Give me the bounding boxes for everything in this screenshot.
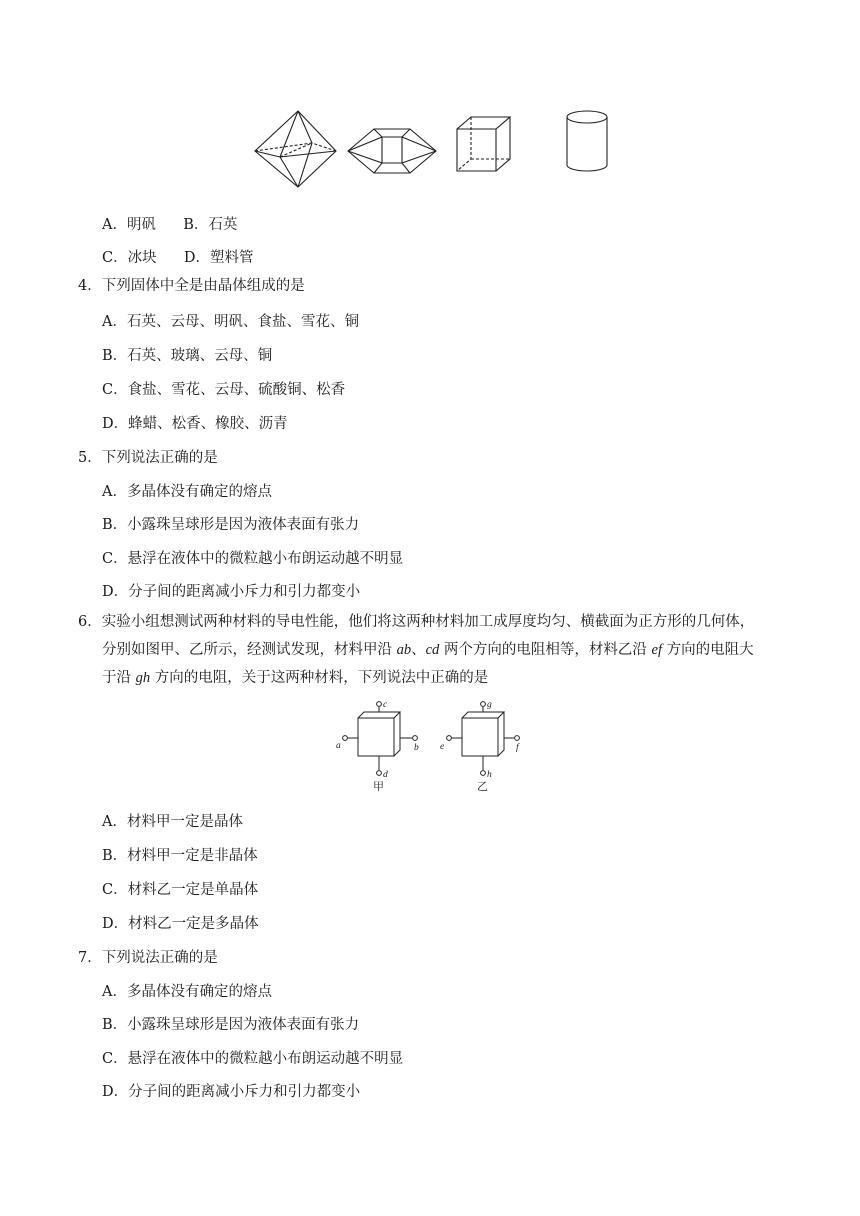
caption-jia: 甲	[373, 780, 384, 793]
label-g: g	[487, 700, 492, 710]
option-letter: D．	[102, 916, 129, 932]
question-6-stem-line-3	[102, 668, 488, 688]
solids-figure	[250, 105, 620, 190]
option-letter: C．	[102, 882, 128, 898]
option-text: 明矾	[126, 217, 156, 233]
question-5-option-c	[102, 549, 403, 569]
question-text: 于沿	[102, 670, 136, 686]
option-letter: B．	[102, 517, 128, 533]
option-text: 材料乙一定是多晶体	[128, 916, 259, 932]
variable-cd: cd	[425, 642, 440, 658]
question-text: 方向的电阻大	[661, 642, 754, 658]
question-number: 5．	[78, 450, 102, 466]
label-c: c	[383, 700, 388, 710]
option-text: 石英、云母、明矾、食盐、雪花、铜	[126, 314, 359, 330]
option-text: 蜂蜡、松香、橡胶、沥青	[128, 416, 288, 432]
option-letter: D．	[102, 584, 129, 600]
question-4-option-c	[102, 380, 345, 400]
option-letter: A．	[102, 217, 127, 233]
option-text: 悬浮在液体中的微粒越小布朗运动越不明显	[127, 551, 404, 567]
option-text: 石英、玻璃、云母、铜	[127, 348, 273, 364]
question-number: 7．	[78, 950, 102, 966]
option-text: 塑料管	[209, 250, 254, 266]
option-letter: D．	[102, 416, 129, 432]
option-text: 石英	[208, 217, 238, 233]
question-4-option-a	[102, 312, 359, 332]
label-a: a	[336, 741, 341, 751]
option-letter: A．	[102, 814, 127, 830]
option-text: 材料甲一定是晶体	[126, 814, 243, 830]
cylinder-shape	[567, 111, 607, 171]
option-text: 多晶体没有确定的熔点	[126, 484, 272, 500]
option-letter: D．	[183, 250, 210, 266]
label-b: b	[414, 743, 419, 753]
option-letter: B．	[102, 848, 128, 864]
hexagonal-crystal-shape	[348, 129, 436, 173]
material-yi-block	[447, 702, 520, 776]
option-letter: C．	[102, 382, 128, 398]
option-text: 分子间的距离减小斥力和引力都变小	[128, 1084, 361, 1100]
option-text: 材料乙一定是单晶体	[127, 882, 259, 898]
material-jia-block	[343, 702, 418, 776]
question-6-option-b	[102, 846, 258, 866]
question-4-stem	[78, 276, 305, 296]
variable-ef: ef	[651, 642, 662, 658]
option-text: 悬浮在液体中的微粒越小布朗运动越不明显	[127, 1051, 404, 1067]
variable-ab: ab	[396, 642, 412, 658]
question-5-stem	[78, 448, 218, 468]
question-text: 方向的电阻，关于这两种材料，下列说法中正确的是	[150, 670, 489, 686]
question-5-option-d	[102, 582, 360, 602]
question-6-option-c	[102, 880, 258, 900]
question-number: 4．	[78, 278, 102, 294]
option-letter: C．	[102, 250, 128, 266]
question-text: 下列说法正确的是	[101, 950, 218, 966]
option-letter: B．	[102, 1017, 128, 1033]
question-5-option-b	[102, 515, 359, 535]
option-letter: C．	[102, 551, 128, 567]
question-7-option-d	[102, 1082, 360, 1102]
question-6-stem-line-2	[102, 640, 754, 660]
option-text: 小露珠呈球形是因为液体表面有张力	[127, 1017, 360, 1033]
question-text: 实验小组想测试两种材料的导电性能，他们将这两种材料加工成厚度均匀、横截面为正方形的几何体，	[101, 614, 755, 630]
question-7-option-c	[102, 1049, 403, 1069]
option-text: 食盐、雪花、云母、硫酸铜、松香	[127, 382, 346, 398]
question-6-stem-line-1	[78, 612, 754, 632]
option-letter: C．	[102, 1051, 128, 1067]
question-7-option-a	[102, 982, 272, 1002]
option-letter: A．	[102, 984, 127, 1000]
label-d: d	[383, 770, 388, 780]
cube-shape	[457, 117, 510, 171]
octahedron-shape	[255, 111, 336, 187]
question-7-option-b	[102, 1015, 359, 1035]
question-6-option-d	[102, 914, 259, 934]
option-letter: B．	[102, 348, 128, 364]
material-figure	[334, 698, 528, 794]
option-text: 多晶体没有确定的熔点	[126, 984, 272, 1000]
option-letter: A．	[102, 484, 127, 500]
label-f: f	[516, 743, 519, 753]
question-4-option-b	[102, 346, 272, 366]
question-text: 下列说法正确的是	[101, 450, 218, 466]
question-text: 分别如图甲、乙所示，经测试发现，材料甲沿	[102, 642, 397, 658]
top-option-row-1	[102, 215, 237, 235]
question-text: 下列固体中全是由晶体组成的是	[101, 278, 305, 294]
question-6-option-a	[102, 812, 243, 832]
question-4-option-d	[102, 414, 288, 434]
variable-gh: gh	[135, 670, 151, 686]
label-h: h	[487, 770, 492, 780]
question-number: 6．	[78, 614, 102, 630]
option-text: 材料甲一定是非晶体	[127, 848, 258, 864]
option-text: 分子间的距离减小斥力和引力都变小	[128, 584, 361, 600]
option-text: 冰块	[127, 250, 157, 266]
question-text: 、	[411, 642, 426, 658]
label-e: e	[440, 742, 445, 752]
option-letter: D．	[102, 1084, 129, 1100]
top-option-row-2	[102, 248, 253, 268]
option-letter: B．	[183, 217, 209, 233]
caption-yi: 乙	[477, 780, 488, 793]
option-text: 小露珠呈球形是因为液体表面有张力	[127, 517, 360, 533]
question-5-option-a	[102, 482, 272, 502]
option-letter: A．	[102, 314, 127, 330]
question-text: 两个方向的电阻相等，材料乙沿	[439, 642, 652, 658]
question-7-stem	[78, 948, 218, 968]
